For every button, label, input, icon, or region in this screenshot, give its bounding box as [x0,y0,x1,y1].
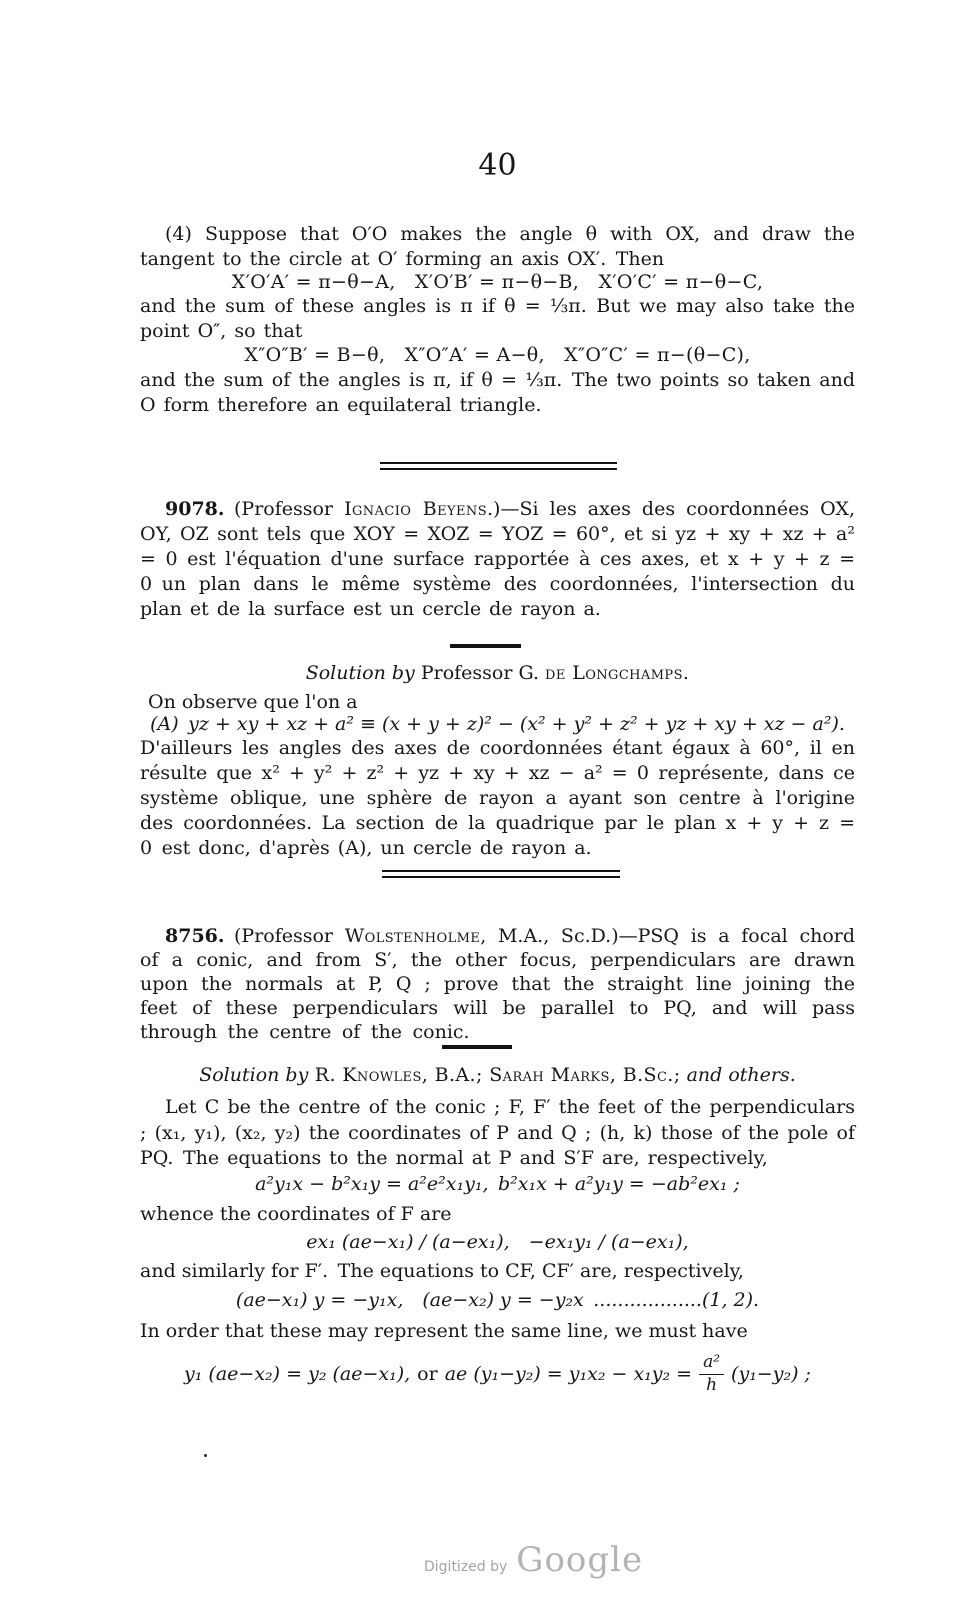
line-in-order: In order that these may represent the same line, we must have [140,1320,748,1342]
equation-final-part-b: ae (y₁−y₂) = y₁x₂ − x₁y₂ = [444,1362,693,1385]
ink-speck [204,1454,207,1457]
equation-cf-lines: (ae−x₁) y = −y₁x, (ae−x₂) y = −y₂x ..................(1, 2). [235,1289,760,1311]
section-divider-rule-1 [380,462,617,470]
line-whence: whence the coordinates of F are [140,1203,452,1225]
google-logo: Google [516,1540,644,1580]
solution-9078-heading [140,661,855,686]
equation-final-part-a: y₁ (ae−x₂) = y₂ (ae−x₁), [184,1362,411,1385]
section-divider-rule-2 [382,870,620,878]
fraction-denominator: h [706,1374,718,1395]
equation-final-part-c: (y₁−y₂) ; [731,1362,811,1385]
problem-8756-author-pre: (Professor [224,925,345,947]
equation-final-or: or [417,1362,438,1385]
equation-final [140,1346,855,1402]
equation-feet-coordinates: ex₁ (ae−x₁) / (a−ex₁), −ex₁y₁ / (a−ex₁), [306,1231,689,1253]
solution-divider-rule-2 [442,1045,512,1049]
solution-9078-line-1: On observe que l'on a [148,691,358,713]
solution-by-label-1: Solution by [305,662,415,684]
equation-normals: a²y₁x − b²x₁y = a²e²x₁y₁, b²x₁x + a²y₁y = −ab²ex₁ ; [255,1173,740,1195]
note4-para-3: and the sum of the angles is π, if θ = ⅓π. The two points so taken and O form therefore an equilateral triangle. [140,369,855,416]
problem-8756-author: Wolstenholme [344,925,481,947]
problem-9078 [140,497,855,622]
solution-9078-author-prefix: Professor G. [414,662,546,684]
problem-9078-author: Ignacio Beyens [344,498,487,520]
watermark [424,1540,643,1580]
fraction-a-squared-over-h [699,1353,724,1395]
solution-divider-rule-1 [450,644,521,648]
digitized-by-label: Digitized by [424,1559,508,1575]
line-similarly: and similarly for F′. The equations to CF, CF′ are, respectively, [140,1260,744,1282]
solution-8756-heading [140,1063,855,1088]
note4-para-1: (4) Suppose that O′O makes the angle θ with OX, and draw the tangent to the circle at O′ forming an axis OX′. Then [140,223,855,270]
solution-8756-para-1: Let C be the centre of the conic ; F, F′ the feet of the perpendiculars ; (x₁, y₁), (x₂, y₂) the coordinates of P and Q ; (h, k) those of the pole of PQ. The equations to the normal at P and S′F are, respectively, [140,1096,855,1169]
solution-by-label-2: Solution by [199,1064,309,1086]
solution-9078-author: de Longchamps. [545,662,690,684]
problem-8756-text: , M.A., Sc.D.)—PSQ is a focal chord of a conic, and from S′, the other focus, perpendiculars are drawn upon the normals at P, Q ; prove that the straight line joining the feet of these perpendiculars will be parallel to PQ, and will pass through the centre of the conic. [140,925,856,1043]
note4-equation-1: X′O′A′ = π−θ−A, X′O′B′ = π−θ−B, X′O′C′ = π−θ−C, [231,271,764,293]
note4-equation-2: X″O″B′ = B−θ, X″O″A′ = A−θ, X″O″C′ = π−(θ−C), [244,344,751,366]
problem-9078-text: .)—Si les axes des coordonnées OX, OY, OZ sont tels que XOY = XOZ = YOZ = 60°, et si yz + xy + xz + a² = 0 est l'équation d'une surface rapportée à ces axes, et x + y + z = 0 un plan dans le même système des coordonnées, l'intersection du plan et de la surface est un cercle de rayon a. [140,498,855,620]
problem-9078-number: 9078. [165,498,225,520]
solution-8756-authors: R. Knowles, B.A.; Sarah Marks, B.Sc.; [308,1064,681,1086]
solution-9078-para: D'ailleurs les angles des axes de coordonnées étant égaux à 60°, il en résulte que x² + y² + z² + yz + xy + xz − a² = 0 représente, dans ce système oblique, une sphère de rayon a ayant son centre à l'origine des coordonnées. La section de la quadrique par le plan x + y + z = 0 est donc, d'après (A), un cercle de rayon a. [140,737,855,859]
solution-9078-equation-A: (A) yz + xy + xz + a² ≡ (x + y + z)² − (x² + y² + z² + yz + xy + xz − a²). [150,713,845,735]
problem-8756-number: 8756. [165,925,225,947]
solution-8756-and-others: and others. [680,1064,796,1086]
note4-para-2: and the sum of these angles is π if θ = ⅓π. But we may also take the point O″, so that [140,295,855,342]
problem-8756 [140,924,855,1044]
page-number: 40 [478,148,517,183]
fraction-numerator: a² [699,1353,724,1375]
problem-9078-author-pre: (Professor [224,498,345,520]
